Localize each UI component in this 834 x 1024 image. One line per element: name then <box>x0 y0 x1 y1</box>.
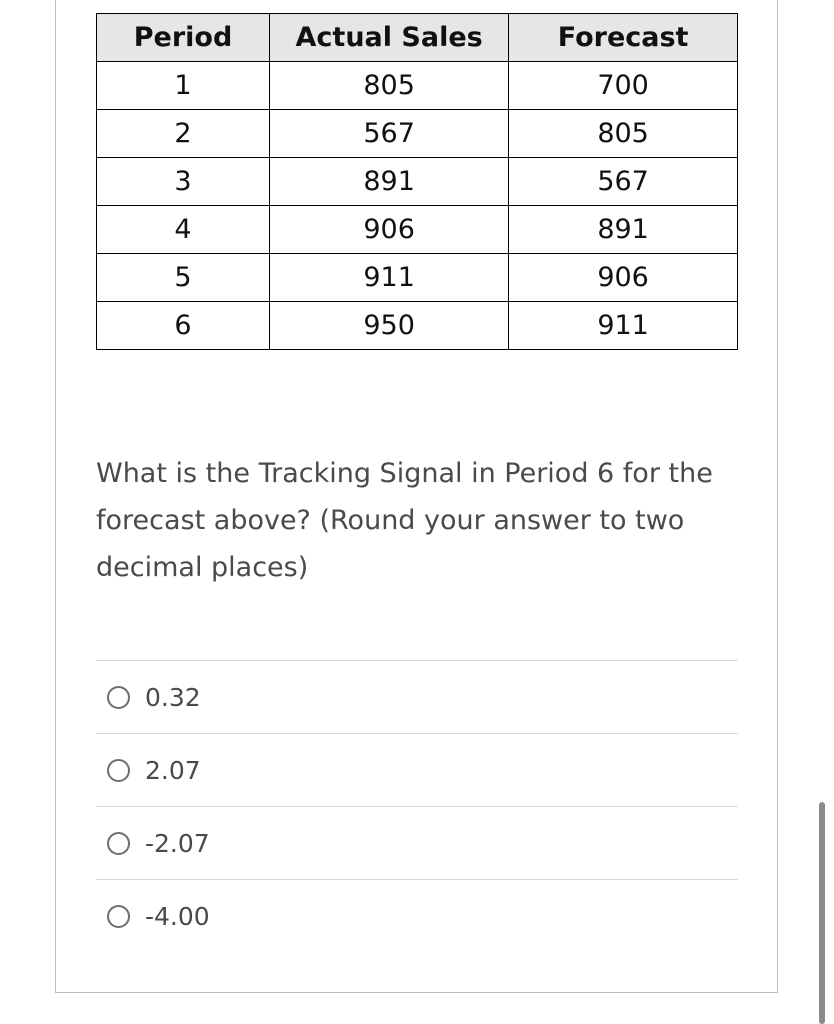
question-text: What is the Tracking Signal in Period 6 for the forecast above? (Round your answer to two decimal places) <box>96 458 713 583</box>
cell-period: 4 <box>97 206 270 254</box>
cell-period: 5 <box>97 254 270 302</box>
answer-option-label[interactable]: 2.07 <box>145 755 201 785</box>
cell-period: 3 <box>97 158 270 206</box>
cell-actual: 805 <box>270 62 509 110</box>
cell-forecast: 911 <box>509 302 738 350</box>
radio-button-icon[interactable] <box>107 686 130 709</box>
table-row <box>97 206 738 254</box>
answer-option-label[interactable]: -2.07 <box>145 828 210 858</box>
radio-button-icon[interactable] <box>107 905 130 928</box>
cell-forecast: 805 <box>509 110 738 158</box>
header-actual-sales: Actual Sales <box>270 14 509 62</box>
table-row <box>97 158 738 206</box>
cell-forecast: 567 <box>509 158 738 206</box>
cell-forecast: 891 <box>509 206 738 254</box>
cell-actual: 950 <box>270 302 509 350</box>
table-row <box>97 302 738 350</box>
cell-forecast: 700 <box>509 62 738 110</box>
radio-button-icon[interactable] <box>107 832 130 855</box>
header-period: Period <box>97 14 270 62</box>
cell-actual: 906 <box>270 206 509 254</box>
table-header-row <box>97 14 738 62</box>
cell-actual: 911 <box>270 254 509 302</box>
cell-actual: 891 <box>270 158 509 206</box>
answer-option-label[interactable]: -4.00 <box>145 902 210 931</box>
table-row <box>97 62 738 110</box>
scrollbar[interactable] <box>819 802 825 1024</box>
radio-button-icon[interactable] <box>107 759 130 782</box>
answer-options <box>96 660 738 953</box>
sales-table <box>96 13 738 350</box>
answer-option-label[interactable]: 0.32 <box>145 682 201 712</box>
answer-option[interactable] <box>96 661 738 734</box>
answer-option[interactable] <box>96 734 738 807</box>
cell-period: 1 <box>97 62 270 110</box>
answer-option[interactable] <box>96 880 738 953</box>
answer-option[interactable] <box>96 807 738 880</box>
cell-forecast: 906 <box>509 254 738 302</box>
cell-actual: 567 <box>270 110 509 158</box>
table-row <box>97 254 738 302</box>
table-row <box>97 110 738 158</box>
cell-period: 6 <box>97 302 270 350</box>
header-forecast: Forecast <box>509 14 738 62</box>
cell-period: 2 <box>97 110 270 158</box>
